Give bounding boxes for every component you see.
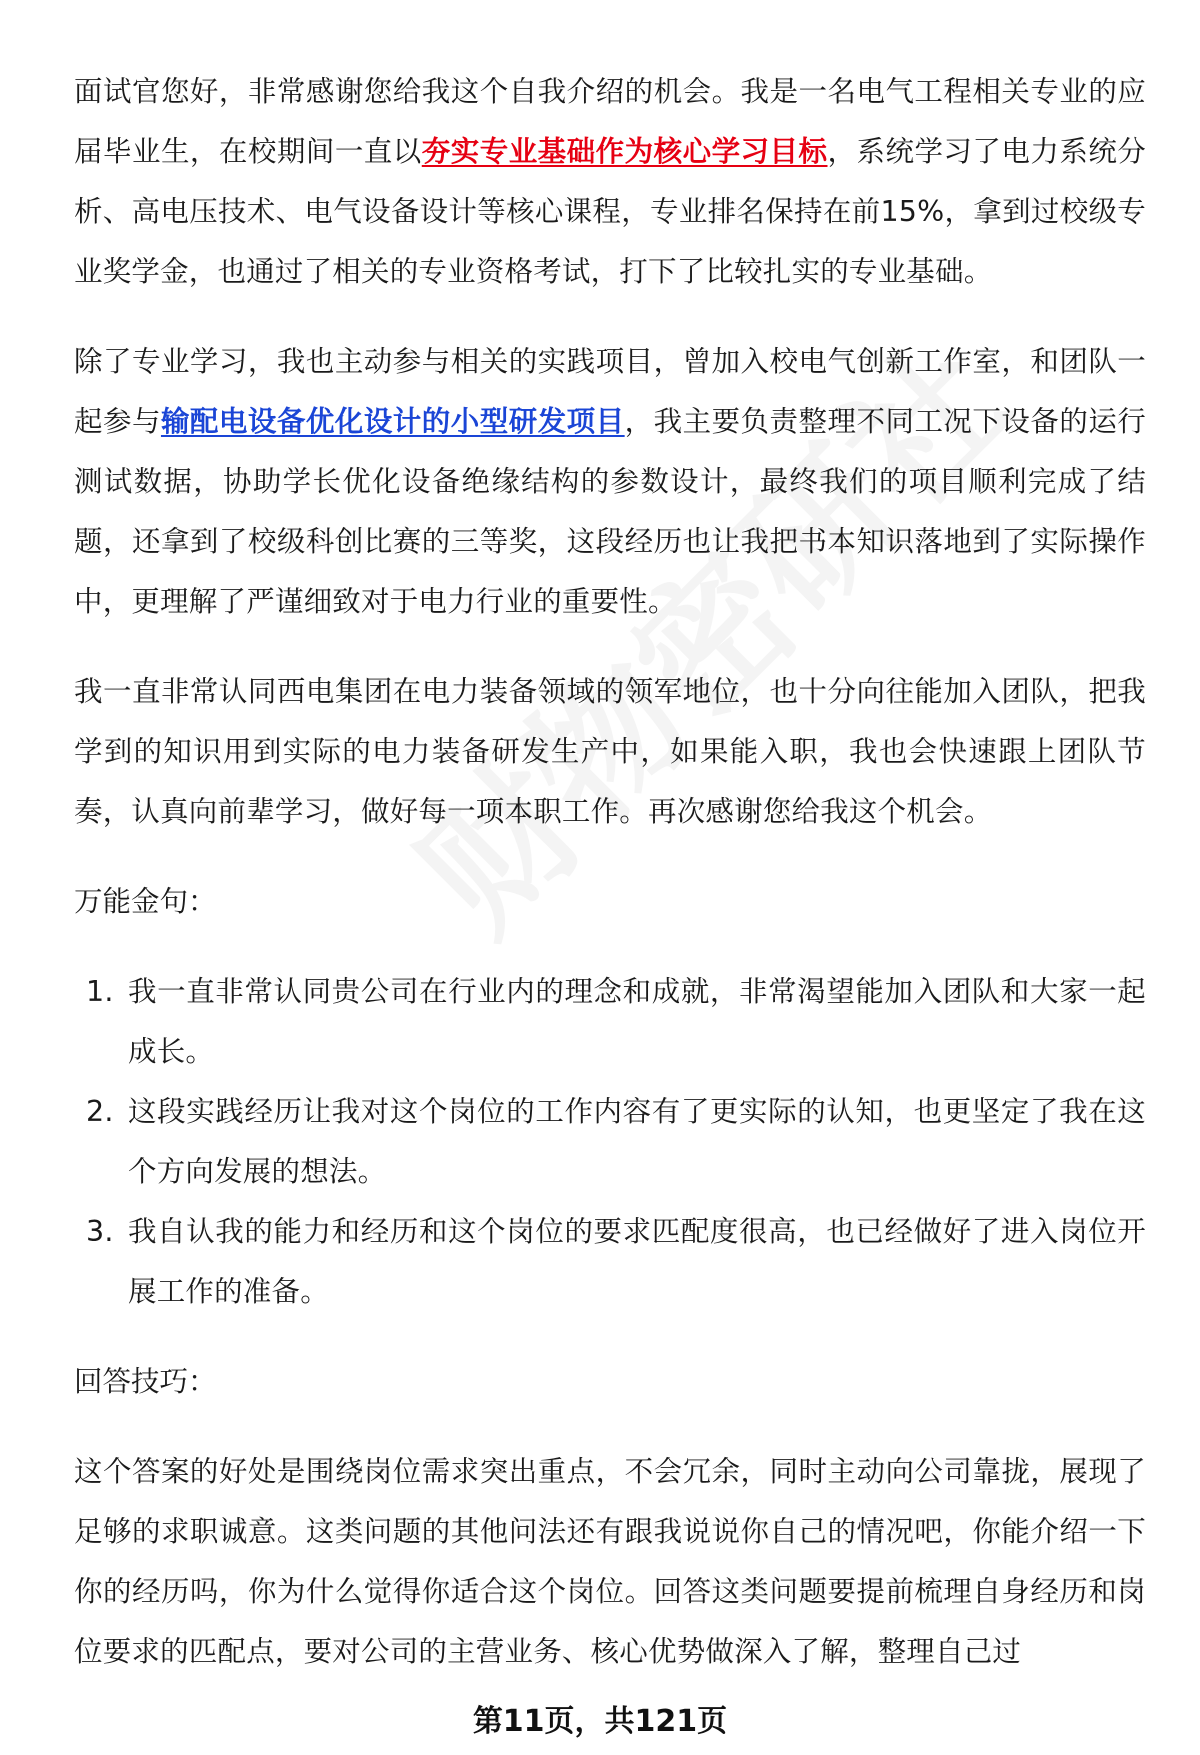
practice-text-start: 除了专业学习，我也主动参与相关的实践项目，曾加入校电气创新工作室，和团队一起参与 — [74, 345, 1146, 438]
list-item — [74, 1082, 1146, 1202]
red-highlight: 夯实专业基础作为核心学习目标 — [421, 135, 828, 168]
intro-text-end: ，系统学习了电力系统分析、高电压技术、电气设备设计等核心课程，专业排名保持在前15%，拿到过校级专业奖学金，也通过了相关的专业资格考试，打下了比较扎实的专业基础。 — [74, 135, 1147, 288]
blue-highlight: 输配电设备优化设计的小型研发项目 — [160, 405, 625, 438]
list-item-number: 2. — [86, 1095, 114, 1128]
intro-paragraph — [74, 62, 1146, 302]
list-item — [74, 1202, 1146, 1322]
golden-sentences-list — [74, 962, 1146, 1322]
tips-heading: 回答技巧： — [74, 1365, 217, 1398]
golden-sentences-heading: 万能金句： — [74, 885, 217, 918]
list-item-number: 3. — [86, 1215, 114, 1248]
intro-text-start: 面试官您好，非常感谢您给我这个自我介绍的机会。我是一名电气工程相关专业的应届毕业生，在校期间一直以 — [74, 75, 1146, 168]
practice-paragraph — [74, 332, 1146, 632]
list-item-number: 1. — [86, 975, 114, 1008]
document-page — [74, 62, 1146, 1712]
closing-paragraph: 我一直非常认同西电集团在电力装备领域的领军地位，也十分向往能加入团队，把我学到的知识用到实际的电力装备研发生产中，如果能入职，我也会快速跟上团队节奏，认真向前辈学习，做好每一项本职工作。再次感谢您给我这个机会。 — [74, 675, 1146, 828]
page-number-footer: 第11页，共121页 — [472, 1704, 728, 1739]
list-item-text: 这段实践经历让我对这个岗位的工作内容有了更实际的认知，也更坚定了我在这个方向发展的想法。 — [128, 1095, 1146, 1188]
list-item-text: 我自认我的能力和经历和这个岗位的要求匹配度很高，也已经做好了进入岗位开展工作的准备。 — [128, 1215, 1146, 1308]
list-item — [74, 962, 1146, 1082]
list-item-text: 我一直非常认同贵公司在行业内的理念和成就，非常渴望能加入团队和大家一起成长。 — [128, 975, 1146, 1068]
tips-paragraph: 这个答案的好处是围绕岗位需求突出重点，不会冗余，同时主动向公司靠拢，展现了足够的求职诚意。这类问题的其他问法还有跟我说说你自己的情况吧，你能介绍一下你的经历吗，你为什么觉得你适合这个岗位。回答这类问题要提前梳理自身经历和岗位要求的匹配点，要对公司的主营业务、核心优势做深入了解，整理自己过 — [74, 1455, 1146, 1668]
practice-text-end: ，我主要负责整理不同工况下设备的运行测试数据，协助学长优化设备绝缘结构的参数设计，最终我们的项目顺利完成了结题，还拿到了校级科创比赛的三等奖，这段经历也让我把书本知识落地到了实际操作中，更理解了严谨细致对于电力行业的重要性。 — [74, 405, 1147, 618]
